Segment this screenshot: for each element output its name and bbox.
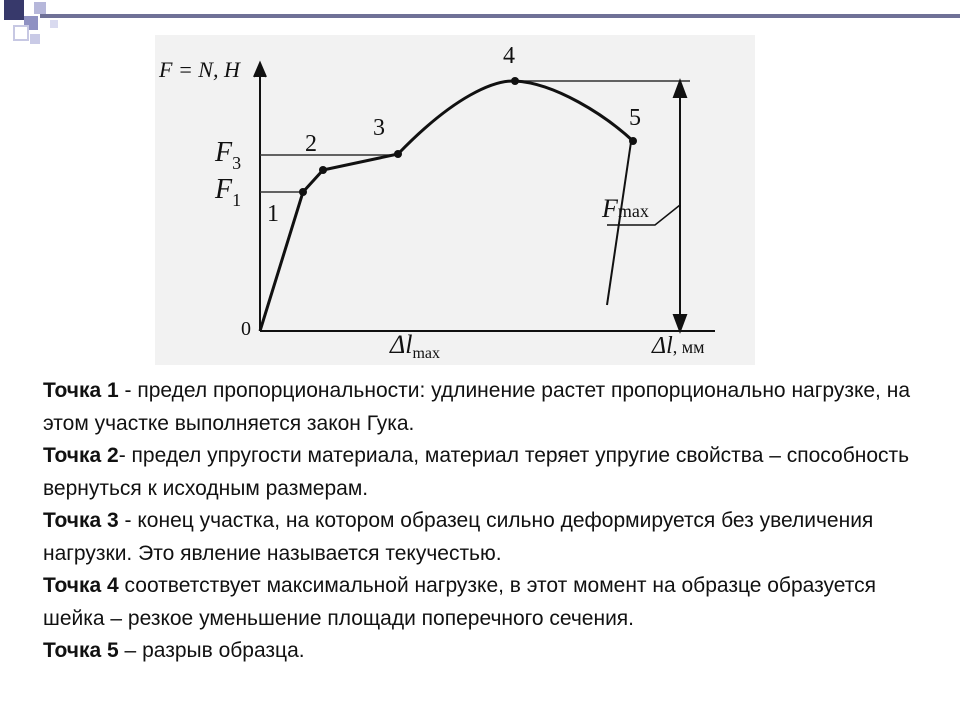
point-1-label: 1 <box>267 201 279 227</box>
fracture-drop-line <box>607 142 631 305</box>
y-axis-label: F = N, Н <box>159 57 240 82</box>
stress-strain-diagram <box>155 35 755 365</box>
point-2-marker <box>319 166 327 174</box>
point-5-description: Точка 5 – разрыв образца. <box>43 639 305 662</box>
fmax-arrow-top <box>674 81 686 97</box>
point-5-label: 5 <box>629 105 641 131</box>
stress-strain-curve <box>260 81 633 331</box>
y-axis-arrow <box>254 63 266 77</box>
fmax-label: Fmax <box>602 194 649 223</box>
point-2-label: 2 <box>305 131 317 157</box>
point-4-description: Точка 4 соответствует максимальной нагрузке, в этот момент на образце образуется шейка – резкое уменьшение площади поперечного сечения. <box>43 574 876 630</box>
point-3-label: 3 <box>373 115 385 141</box>
f1-label: $F_1$ <box>215 174 242 210</box>
point-2-description: Точка 2- предел упругости материала, материал теряет упругие свойства – способность вернуться к исходным размерам. <box>43 444 910 500</box>
point-4-label: 4 <box>503 43 515 69</box>
point-5-marker <box>629 137 637 145</box>
origin-label: 0 <box>241 318 251 340</box>
description-text <box>43 375 943 668</box>
dl-max-label: Δlmax <box>390 330 441 362</box>
f3-label: $F_3$ <box>215 137 242 173</box>
x-axis-label: Δl, мм <box>652 333 705 359</box>
point-3-description: Точка 3 - конец участка, на котором образец сильно деформируется без увеличения нагрузки. Это явление называется текучестью. <box>43 509 874 565</box>
point-3-marker <box>394 150 402 158</box>
point-4-marker <box>511 77 519 85</box>
fmax-arrow-bottom <box>674 315 686 331</box>
point-1-description: Точка 1 - предел пропорциональности: удлинение растет пропорционально нагрузке, на этом участке выполняется закон Гука. <box>43 379 911 435</box>
point-1-marker <box>299 188 307 196</box>
